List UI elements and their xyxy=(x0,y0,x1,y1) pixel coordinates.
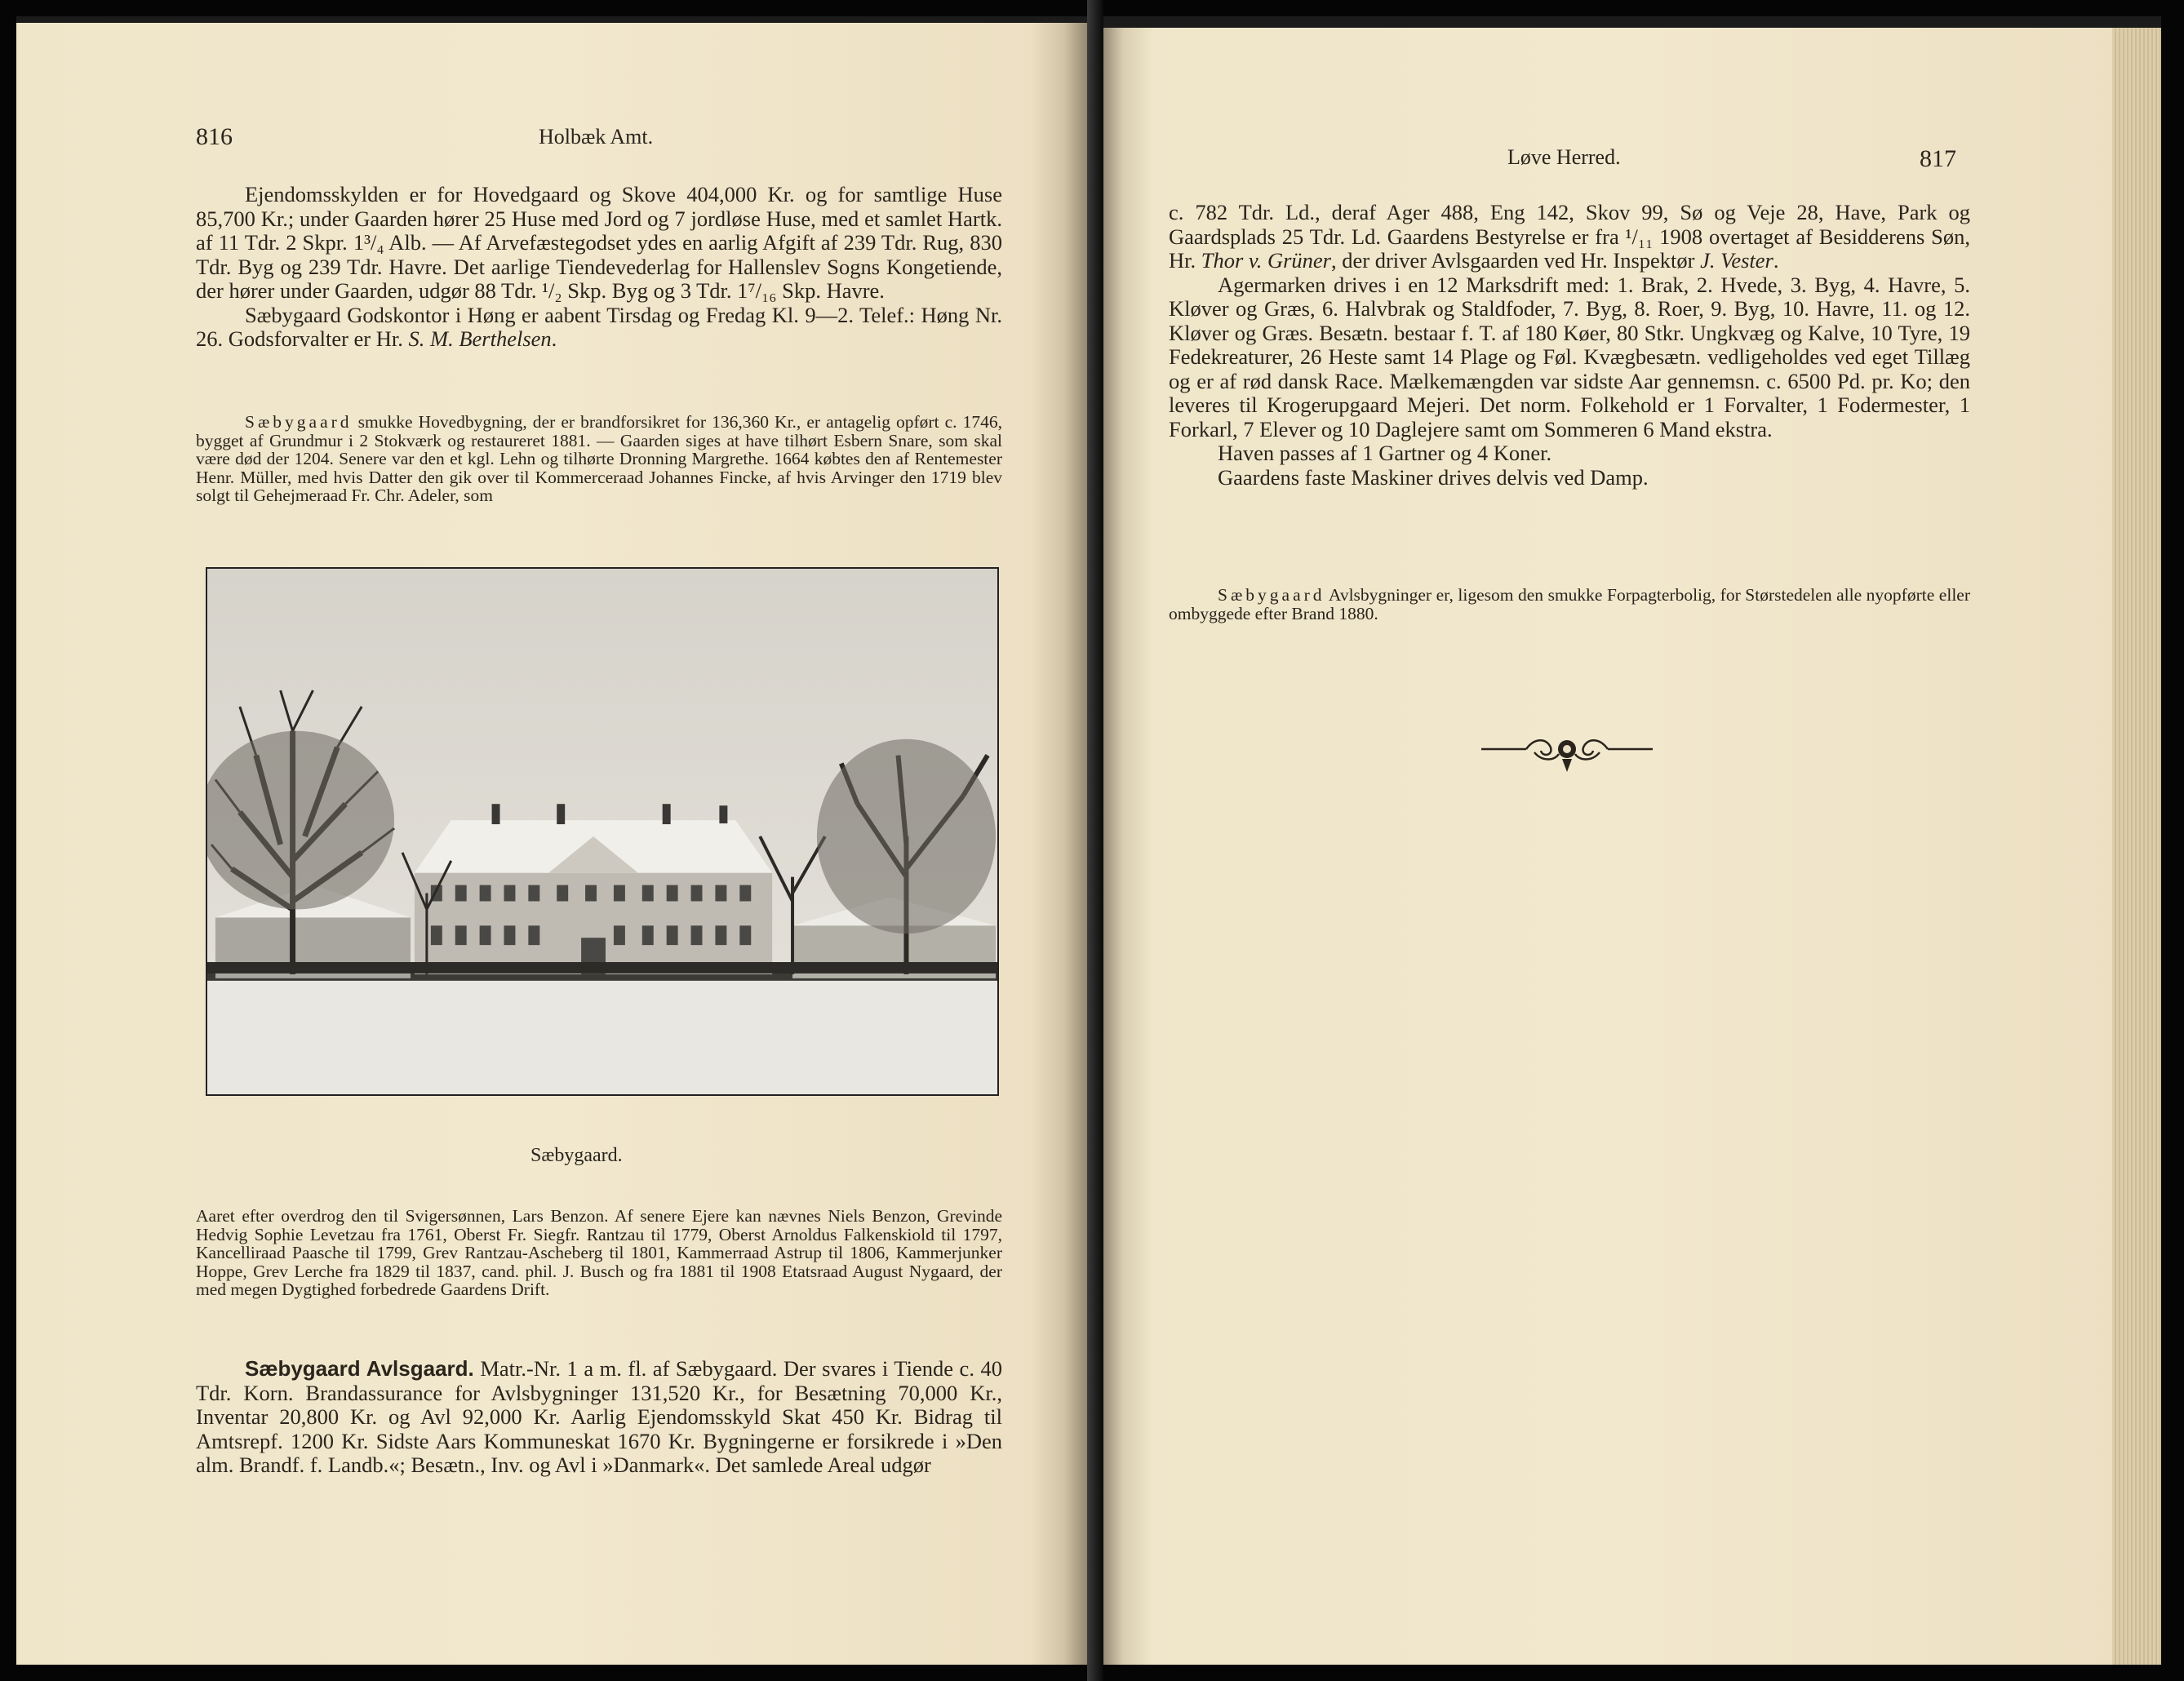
paragraph-areal: c. 782 Tdr. Ld., deraf Ager 488, Eng 142, Skov 99, Sø og Veje 28, Have, Park og Gaardsplads 25 Tdr. Ld. Gaardens Bestyrelse er fra ¹/₁₁ 1908 overtaget af Besidderens Søn, Hr. Thor v. Grüner, der driver Avlsgaarden ved Hr. Inspektør J. Vester. xyxy=(1169,200,1970,273)
page-number-left: 816 xyxy=(196,123,233,150)
left-history-note-2: Aaret efter overdrog den til Svigersønnen, Lars Benzon. Af senere Ejere kan nævnes Niels Benzon, Grevinde Hedvig Sophie Levetzau fra 1761, Oberst Fr. Siegfr. Rantzau til 1779, Oberst Arnoldus Falkenskiold til 1797, Kancelliraad Paasche til 1799, Grev Rantzau-Ascheberg til 1801, Kammerraad Astrup til 1806, Kammerjunker Hoppe, Grev Lerche fra 1829 til 1837, cand. phil. J. Busch og fra 1881 til 1908 Etatsraad August Nygaard, der med megen Dygtighed forbedrede Gaardens Drift. xyxy=(196,1206,1002,1300)
godsforvalter-name: S. M. Berthelsen xyxy=(408,326,552,351)
paragraph-ejendomsskyld: Ejendomsskylden er for Hovedgaard og Skove 404,000 Kr. og for samtlige Huse 85,700 Kr.; under Gaarden hører 25 Huse med Jord og 7 jordløse Huse, med et samlet Hartk. af 11 Tdr. 2 Skpr. 1³/₄ Alb. — Af Arvefæstegodset ydes en aarlig Afgift af 239 Tdr. Rug, 830 Tdr. Byg og 239 Tdr. Havre. Det aarlige Tiendevederlag for Hallenslev Sogns Kongetiende, der hører under Gaarden, udgør 88 Tdr. ¹/₂ Skp. Byg og 3 Tdr. 1⁷/₁₆ Skp. Havre. xyxy=(196,182,1002,303)
right-page xyxy=(1103,16,2161,1665)
left-body-avlsgaard: Sæbygaard Avlsgaard. Matr.-Nr. 1 a m. fl. af Sæbygaard. Der svares i Tiende c. 40 Tdr. Korn. Brandassurance for Avlsbygninger 131,520 Kr., for Besætning 70,000 Kr., Inventar 20,800 Kr. og Avl 92,000 Kr. Aarlig Ejendomsskyld Skat 450 Kr. Bidrag til Amtsrepf. 1200 Kr. Sidste Aars Kommuneskat 1670 Kr. Bygningerne er forsikrede i »Den alm. Brandf. f. Landb.«; Besætn., Inv. og Avl i »Danmark«. Det samlede Areal udgør xyxy=(196,1356,1002,1477)
right-body xyxy=(1169,201,1970,490)
photo-caption: Sæbygaard. xyxy=(530,1145,623,1166)
left-body-top xyxy=(196,183,1002,352)
saebygaard-photo-image xyxy=(207,569,997,1094)
book-spine xyxy=(1087,0,1103,1681)
left-history-note-1: Sæbygaard smukke Hovedbygning, der er brandforsikret for 136,360 Kr., er antagelig opført c. 1746, bygget af Grundmur i 2 Stokværk og restaureret 1881. — Gaarden siges at have tilhørt Esbern Snare, som skal være død der 1204. Senere var den et kgl. Lehn og tilhørte Dronning Margrethe. 1664 købtes den af Rentemester Henr. Müller, med hvis Datter den gik over til Kommerceraad Johannes Fincke, af hvis Arvinger den 1719 blev solgt til Gehejmeraad Fr. Chr. Adeler, som xyxy=(196,412,1002,506)
page-number-right: 817 xyxy=(1920,145,1956,172)
paragraph-godskontor: Sæbygaard Godskontor i Høng er aabent Tirsdag og Fredag Kl. 9—2. Telef.: Høng Nr. 26. Godsforvalter er Hr. S. M. Berthelsen. xyxy=(196,302,1002,351)
paragraph-haven: Haven passes af 1 Gartner og 4 Koner. xyxy=(1218,441,1552,465)
section-title-avlsgaard: Sæbygaard Avlsgaard. xyxy=(245,1356,474,1381)
paragraph-agermarken: Agermarken drives i en 12 Marksdrift med: 1. Brak, 2. Hvede, 3. Byg, 4. Havre, 5. Kløver og Græs, 6. Halvbrak og Staldfoder, 7. Byg, 8. Roer, 9. Byg, 10. Havre, 11. og 12. Kløver og Græs. Besætn. bestaar f. T. af 180 Køer, 80 Stkr. Ungkvæg og Kalve, 10 Tyre, 19 Fedekreaturer, 26 Heste samt 14 Plage og Føl. Kvægbesætn. vedligeholdes ved eget Tillæg og er af rød dansk Race. Mælkemængden var sidste Aar gennemsn. c. 6500 Pd. pr. Ko; den leveres til Krogerupgaard Mejeri. Det norm. Folkehold er 1 Forvalter, 1 Fodermester, 1 Forkarl, 7 Elever og 10 Daglejere samt om Sommeren 6 Mand ekstra. xyxy=(1169,272,1970,441)
paragraph-maskiner: Gaardens faste Maskiner drives delvis ved Damp. xyxy=(1218,464,1649,490)
running-head-right: Løve Herred. xyxy=(1507,145,1621,169)
left-page xyxy=(16,16,1087,1665)
owner-son-name: Thor v. Grüner xyxy=(1201,248,1331,273)
right-note: Sæbygaard Avlsbygninger er, ligesom den smukke Forpagterbolig, for Størstedelen alle nyopførte eller ombyggede efter Brand 1880. xyxy=(1169,585,1970,623)
decorative-ornament-icon xyxy=(1477,721,1657,787)
manor-photo xyxy=(206,567,999,1096)
inspector-name: J. Vester xyxy=(1700,248,1773,273)
running-head-left: Holbæk Amt. xyxy=(539,125,654,149)
